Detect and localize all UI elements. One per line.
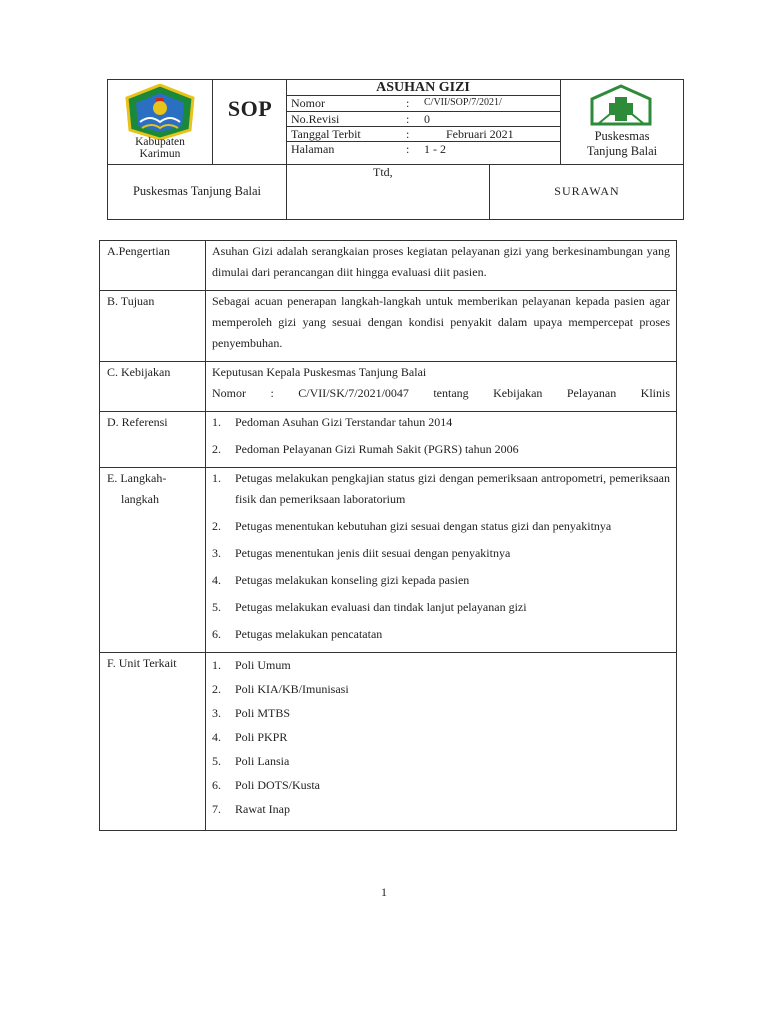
list-item: 7. Rawat Inap — [212, 802, 290, 816]
list-item: 5. Poli Lansia — [212, 754, 290, 768]
list-item: 5. Petugas melakukan evaluasi dan tindak lanjut pelayanan gizi — [212, 600, 527, 614]
divider — [212, 80, 213, 164]
sop-content-table — [99, 240, 677, 831]
list-item: 2. Petugas menentukan kebutuhan gizi sesuai dengan status gizi dan penyakitnya — [212, 519, 612, 533]
section-list — [206, 653, 677, 831]
section-label: C. Kebijakan — [100, 362, 206, 412]
list-item: 4. Poli PKPR — [212, 730, 288, 744]
signer-name: SURAWAN — [554, 184, 620, 198]
sop-label: SOP — [227, 96, 273, 121]
row-tujuan — [100, 291, 677, 362]
list-item: 6. Petugas melakukan pencatatan — [212, 627, 383, 641]
row-referensi — [100, 412, 677, 468]
section-list — [206, 468, 677, 653]
row-unit-terkait — [100, 653, 677, 831]
list-item: 4. Petugas melakukan konseling gizi kepada pasien — [212, 573, 470, 587]
section-text: Sebagai acuan penerapan langkah-langkah untuk memberikan pelayanan kepada pasien agar memperoleh gizi yang sesuai dengan kondisi penyakit dalam upaya mempercepat proses penyembuhan. — [206, 291, 677, 362]
sop-header — [107, 79, 684, 220]
puskesmas-caption: Puskesmas Tanjung Balai — [586, 129, 658, 158]
list-item: 3. Petugas menentukan jenis diit sesuai dengan penyakitnya — [212, 546, 511, 560]
unit-name: Puskesmas Tanjung Balai — [132, 184, 262, 198]
section-text: Asuhan Gizi adalah serangkaian proses kegiatan pelayanan gizi yang berkesinambungan yang dimulai dari perancangan diit hingga evaluasi diit pasien. — [206, 241, 677, 291]
row-langkah — [100, 468, 677, 653]
list-item: 1. Poli Umum — [212, 658, 291, 672]
signature-label: Ttd, — [373, 165, 393, 179]
list-item: 6. Poli DOTS/Kusta — [212, 778, 321, 792]
section-text — [206, 362, 677, 412]
section-label: D. Referensi — [100, 412, 206, 468]
puskesmas-logo-icon — [588, 83, 654, 127]
page-number: 1 — [381, 885, 387, 899]
section-label: F. Unit Terkait — [100, 653, 206, 831]
section-label: E. Langkah- langkah — [100, 468, 206, 653]
section-label: A.Pengertian — [100, 241, 206, 291]
document-title: ASUHAN GIZI — [376, 80, 470, 95]
list-item: 3. Poli MTBS — [212, 706, 291, 720]
divider — [108, 164, 683, 165]
meta-nomor: Nomor : C/VII/SOP/7/2021/ — [291, 96, 502, 110]
policy-number-line: Nomor : C/VII/SK/7/2021/0047 tentang Kebijakan Pelayanan Klinis — [212, 386, 670, 400]
section-label: B. Tujuan — [100, 291, 206, 362]
meta-tanggal-terbit: Tanggal Terbit : Februari 2021 — [291, 127, 514, 141]
list-item: 2. Pedoman Pelayanan Gizi Rumah Sakit (PGRS) tahun 2006 — [212, 442, 519, 456]
section-list — [206, 412, 677, 468]
row-pengertian — [100, 241, 677, 291]
kabupaten-emblem-icon — [122, 84, 198, 140]
list-item: 2. Poli KIA/KB/Imunisasi — [212, 682, 349, 696]
regency-caption: Kabupaten Karimun — [135, 136, 185, 160]
meta-revisi: No.Revisi : 0 — [291, 112, 430, 126]
meta-halaman: Halaman : 1 - 2 — [291, 142, 446, 156]
list-item: 1. Pedoman Asuhan Gizi Terstandar tahun 2014 — [212, 415, 453, 429]
policy-line: Keputusan Kepala Puskesmas Tanjung Balai — [212, 365, 427, 379]
list-item: 1. Petugas melakukan pengkajian status gizi dengan pemeriksaan antropometri, pemeriksaan fisik dan pemeriksaan laboratorium — [212, 471, 670, 506]
row-kebijakan — [100, 362, 677, 412]
